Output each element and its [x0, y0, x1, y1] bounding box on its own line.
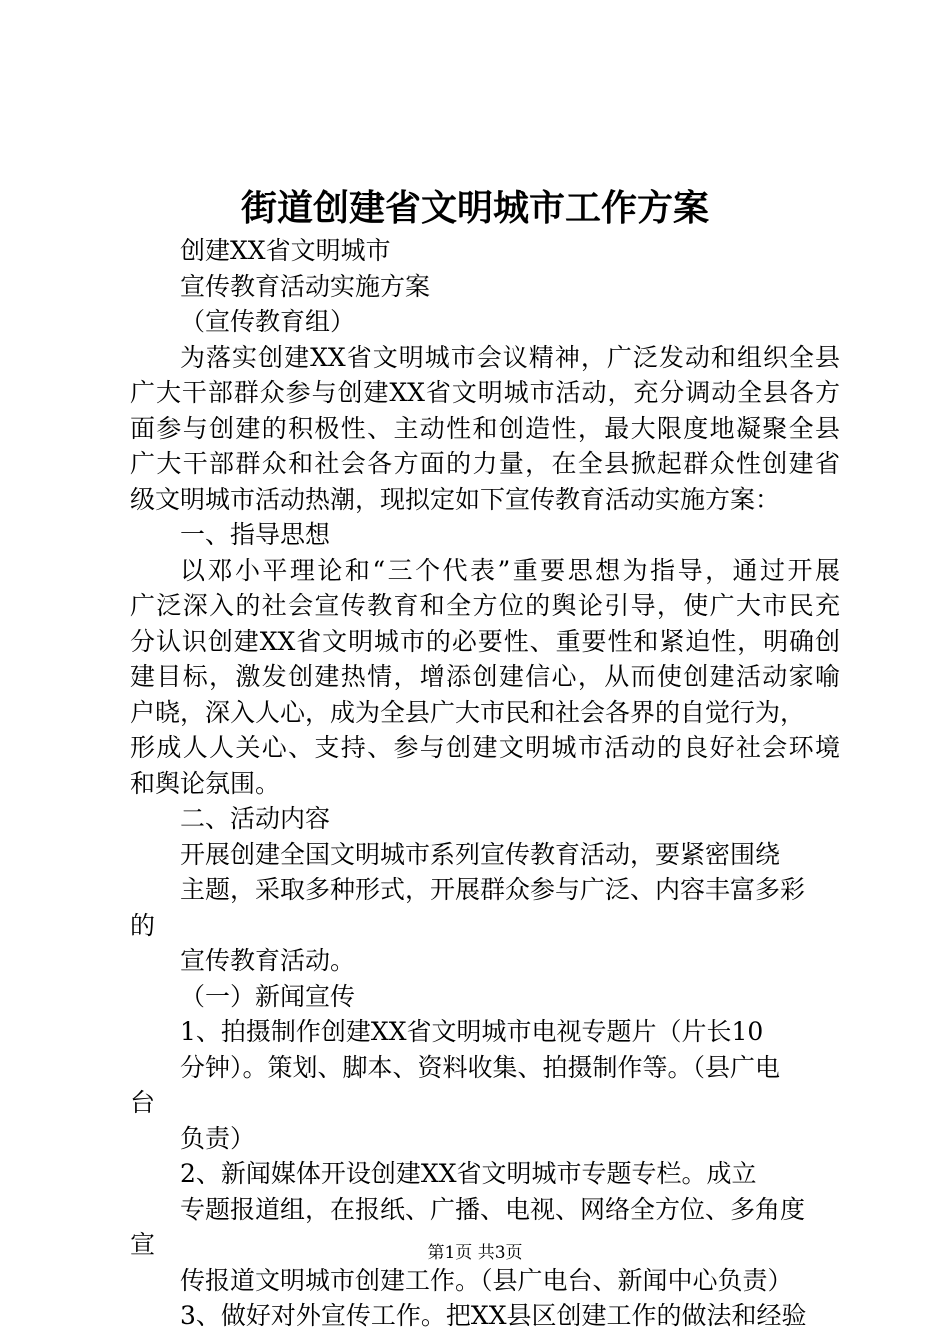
text-line: 广大干部群众参与创建XX省文明城市活动，充分调动全县各方	[130, 378, 840, 407]
section-heading: 一、指导思想	[180, 520, 331, 549]
text-line: 专题报道组，在报纸、广播、电视、网络全方位、多角度	[180, 1194, 806, 1224]
text-line: 广大干部群众和社会各方面的力量，在全县掀起群众性创建省	[130, 449, 840, 478]
text-line: 3、做好对外宣传工作。把XX县区创建工作的做法和经验	[180, 1301, 807, 1330]
text-line: 的	[130, 910, 156, 940]
text-line: 宣传教育活动。	[180, 946, 356, 975]
text-line: 和舆论氛围。	[130, 768, 281, 798]
document-body	[130, 233, 840, 1334]
text-line: 主题，采取多种形式，开展群众参与广泛、内容丰富多彩	[180, 875, 806, 904]
text-line: 宣传教育活动实施方案	[180, 271, 431, 301]
text-line: 级文明城市活动热潮，现拟定如下宣传教育活动实施方案：	[130, 484, 781, 514]
text-line: 形成人人关心、支持、参与创建文明城市活动的良好社会环境	[130, 733, 840, 762]
text-line: 传报道文明城市创建工作。（县广电台、新闻中心负责）	[180, 1265, 793, 1295]
text-line: （宣传教育组）	[180, 307, 356, 336]
text-line: 负责）	[180, 1123, 256, 1153]
text-line: 1、拍摄制作创建XX省文明城市电视专题片（片长10	[180, 1017, 764, 1046]
text-line: 分钟）。策划、脚本、资料收集、拍摄制作等。（县广电	[180, 1052, 781, 1082]
text-line: 以邓小平理论和“三个代表”重要思想为指导，通过开展	[180, 555, 840, 585]
section-heading: 二、活动内容	[180, 804, 331, 833]
document-title: 街道创建省文明城市工作方案	[240, 187, 709, 229]
text-line: 分认识创建XX省文明城市的必要性、重要性和紧迫性，明确创	[130, 626, 840, 656]
subsection-heading: （一）新闻宣传	[180, 981, 356, 1011]
text-line: 开展创建全国文明城市系列宣传教育活动，要紧密围绕	[180, 839, 781, 869]
text-line: 广泛深入的社会宣传教育和全方位的舆论引导，使广大市民充	[130, 591, 840, 620]
text-line: 2、新闻媒体开设创建XX省文明城市专题专栏。成立	[180, 1159, 757, 1188]
text-line: 面参与创建的积极性、主动性和创造性，最大限度地凝聚全县	[130, 413, 840, 443]
text-line: 台	[130, 1088, 156, 1117]
text-line: 宣	[130, 1230, 156, 1259]
text-line: 为落实创建XX省文明城市会议精神，广泛发动和组织全县	[180, 342, 840, 372]
text-line: 创建XX省文明城市	[180, 236, 391, 265]
text-line: 建目标，激发创建热情，增添创建信心，从而使创建活动家喻	[130, 662, 840, 691]
page-footer: 第1页 共3页	[427, 1243, 523, 1263]
text-line: 户晓，深入人心，成为全县广大市民和社会各界的自觉行为，	[130, 697, 806, 727]
